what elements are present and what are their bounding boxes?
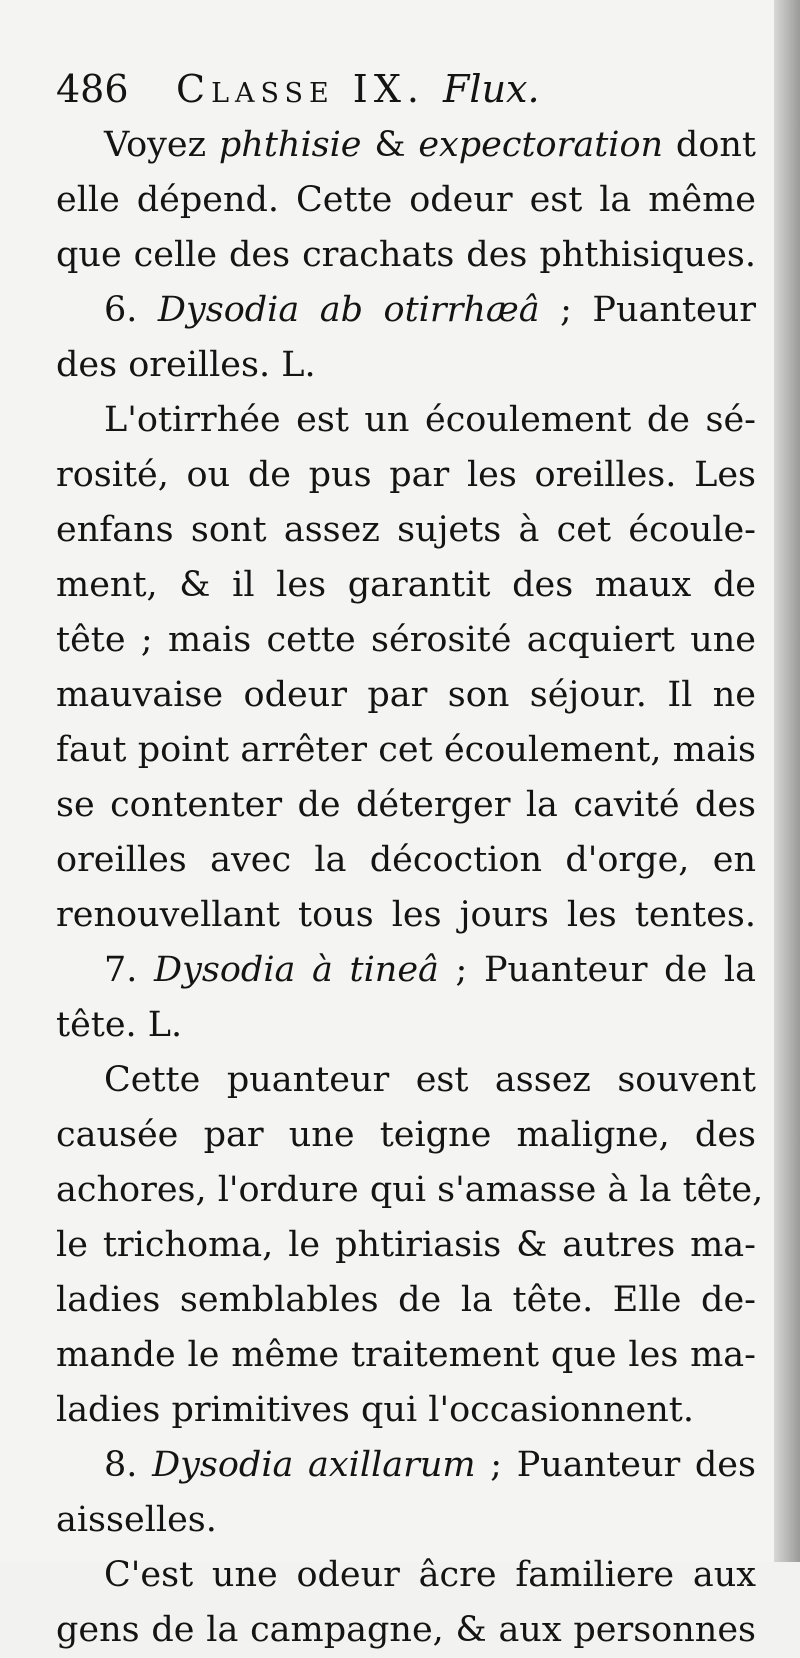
text-line (56, 1108, 756, 1163)
text-line (56, 173, 756, 228)
text-line (56, 1493, 756, 1548)
page-number: 486 (56, 67, 129, 111)
text-line (56, 613, 756, 668)
italic-term: Dysodia axillarum (152, 1445, 476, 1485)
text-run: causée par une teigne maligne, des (56, 1115, 756, 1155)
text-line (56, 943, 756, 998)
text-line (56, 448, 756, 503)
text-line (56, 283, 756, 338)
text-run: oreilles avec la décoction d'orge, en (56, 840, 756, 880)
text-run: rosité, ou de pus par les oreilles. Les (56, 455, 756, 495)
text-line (56, 228, 756, 283)
text-run: 8. (104, 1445, 153, 1485)
text-run: & (361, 125, 419, 165)
text-run: ; Puanteur (539, 290, 756, 330)
text-run: ladies primitives qui l'occasionnent. (56, 1390, 694, 1430)
text-line (56, 888, 756, 943)
text-line (56, 833, 756, 888)
text-line (56, 118, 756, 173)
text-run: Voyez (104, 125, 219, 165)
text-line (56, 1548, 756, 1603)
text-run: Cette puanteur est assez souvent (104, 1060, 756, 1100)
text-run: tête ; mais cette sérosité acquiert une (56, 620, 756, 660)
text-line (56, 1218, 756, 1273)
text-line (56, 1328, 756, 1383)
italic-term: Dysodia à tineâ (154, 950, 439, 990)
text-run: se contenter de déterger la cavité des (56, 785, 756, 825)
text-line (56, 1603, 756, 1658)
text-run: que celle des crachats des phthisiques. (56, 235, 756, 275)
text-run: elle dépend. Cette odeur est la même (56, 180, 756, 220)
text-line (56, 778, 756, 833)
text-run: le trichoma, le phtiriasis & autres ma- (56, 1225, 756, 1265)
text-line (56, 558, 756, 613)
italic-term: Dysodia ab otirrhæâ (157, 290, 540, 330)
text-line (56, 1438, 756, 1493)
text-run: enfans sont assez sujets à cet écoule- (56, 510, 756, 550)
text-line (56, 723, 756, 778)
text-run: mande le même traitement que les ma- (56, 1335, 756, 1375)
italic-term: expectoration (418, 125, 664, 165)
text-run: L'otirrhée est un écoulement de sé- (104, 400, 756, 440)
running-header (56, 64, 756, 114)
text-run: achores, l'ordure qui s'amasse à la tête, (56, 1170, 764, 1210)
text-run: tête. L. (56, 1005, 183, 1045)
text-run: ; Puanteur de la (438, 950, 756, 990)
text-run: dont (663, 125, 756, 165)
page-edge-shadow (774, 0, 800, 1562)
text-run: gens de la campagne, & aux personnes (56, 1610, 756, 1650)
text-run: 7. (104, 950, 155, 990)
text-run: ; Puanteur des (475, 1445, 756, 1485)
text-line (56, 1383, 756, 1438)
text-line (56, 668, 756, 723)
text-line (56, 998, 756, 1053)
text-line (56, 338, 756, 393)
text-run: faut point arrêter cet écoulement, mais (56, 730, 756, 770)
text-line (56, 393, 756, 448)
text-run: renouvellant tous les jours les tentes. (56, 895, 756, 935)
italic-term: phthisie (218, 125, 362, 165)
text-line (56, 1053, 756, 1108)
text-run: C'est une odeur âcre familiere aux (104, 1555, 756, 1595)
header-classe: Classe IX. (176, 67, 425, 111)
text-run: aisselles. (56, 1500, 217, 1540)
text-run: 6. (104, 290, 158, 330)
text-run: des oreilles. L. (56, 345, 316, 385)
text-line (56, 1163, 764, 1218)
text-run: mauvaise odeur par son séjour. Il ne (56, 675, 756, 715)
header-section: Flux. (443, 67, 540, 111)
text-line (56, 1273, 756, 1328)
text-line (56, 503, 756, 558)
text-run: ment, & il les garantit des maux de (56, 565, 756, 605)
body-text (56, 118, 764, 1658)
text-run: ladies semblables de la tête. Elle de- (56, 1280, 756, 1320)
